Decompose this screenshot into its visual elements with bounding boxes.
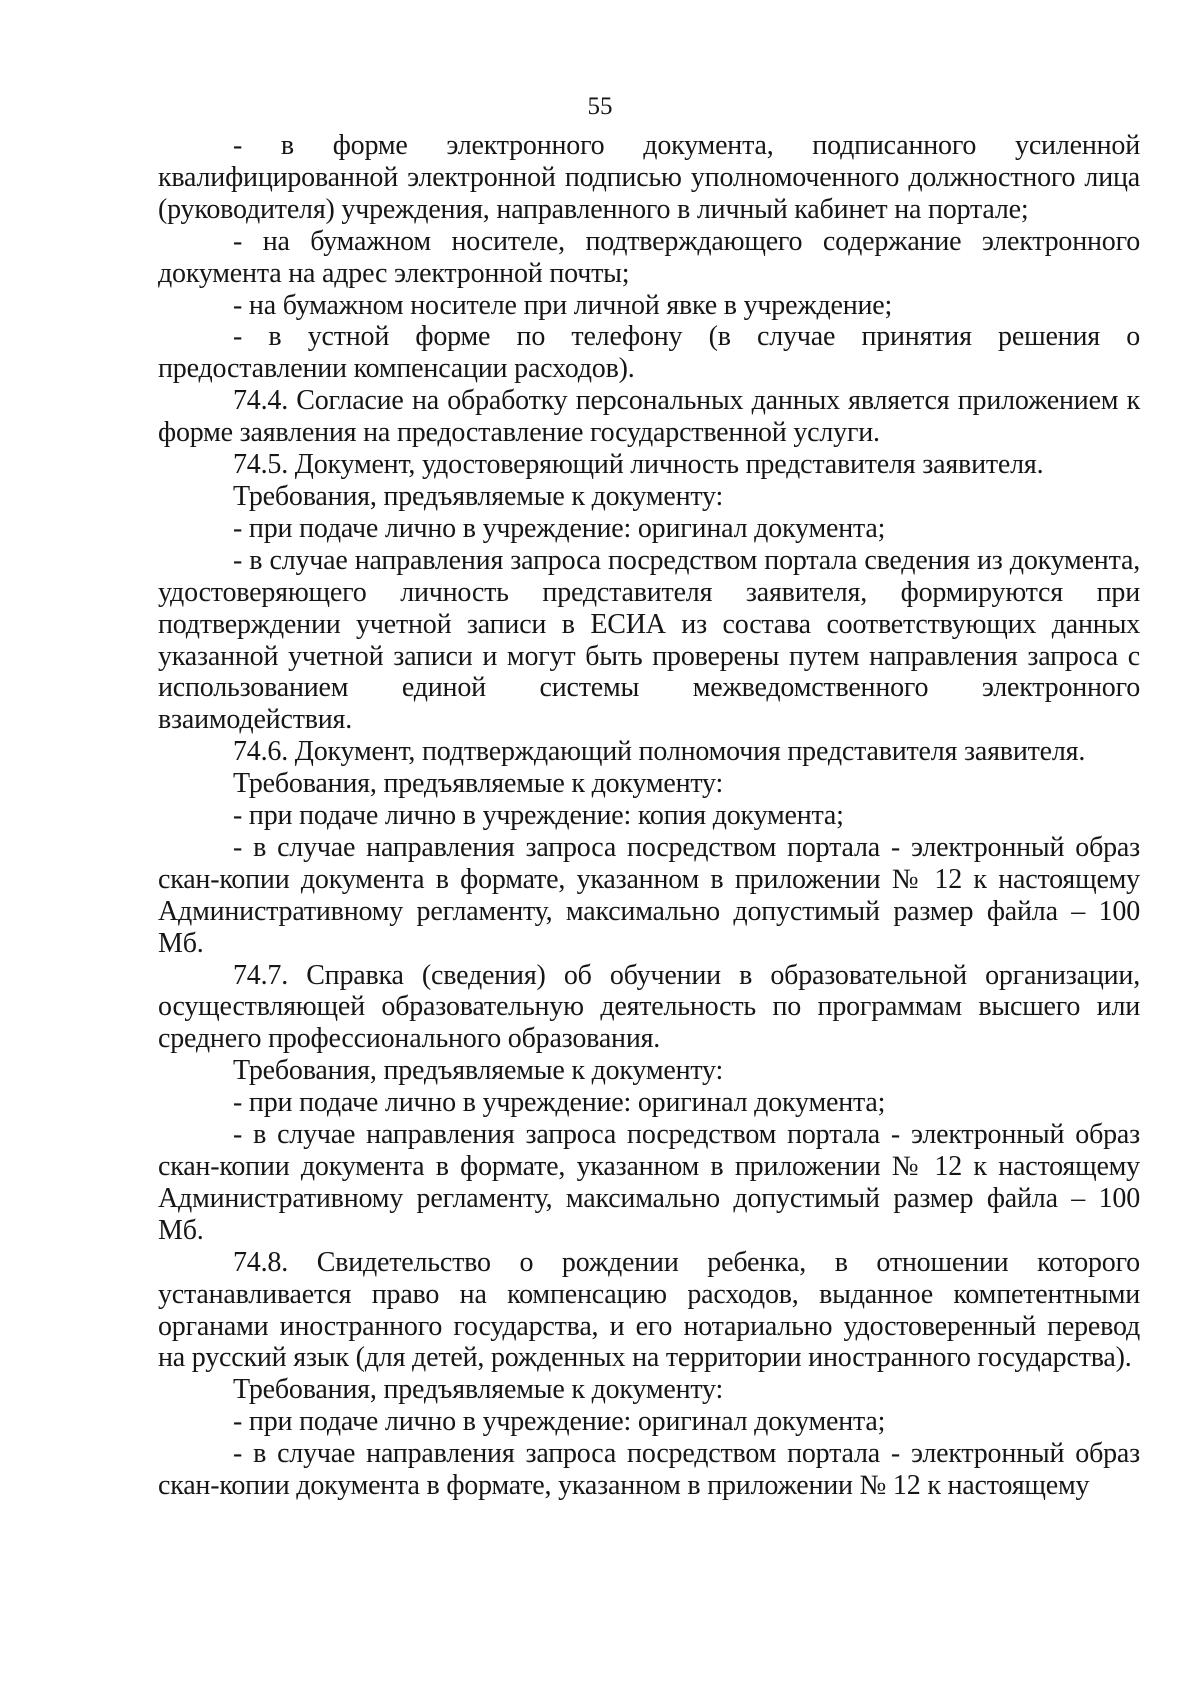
paragraph-13: - в случае направления запроса посредством портала - электронный образ скан-копии документа в формате, указанном в приложении № 12 к настоящему Административному регламенту, максимально допустимый размер файла – 100 Мб. [158, 831, 1140, 959]
paragraph-7: Требования, предъявляемые к документу: [233, 480, 724, 512]
paragraph-14: 74.7. Справка (сведения) об обучении в образовательной организации, осуществляющей образовательную деятельность по программам высшего или среднего профессионального образования. [158, 959, 1140, 1055]
paragraph-1: - в форме электронного документа, подписанного усиленной квалифицированной электронной подписью уполномоченного должностного лица (руководителя) учреждения, направленного в личный кабинет на портале; [158, 130, 1140, 225]
paragraph-18: 74.8. Свидетельство о рождении ребенка, в отношении которого устанавливается право на компенсацию расходов, выданное компетентными органами иностранного государства, и его нотариально удостоверенный перевод на русский язык (для детей, рожденных на территории иностранного государства). [158, 1246, 1140, 1374]
paragraph-2: - на бумажном носителе, подтверждающего содержание электронного документа на адрес электронной почты; [158, 225, 1140, 289]
paragraph-21: - в случае направления запроса посредством портала - электронный образ скан-копии документа в формате, указанном в приложении № 12 к настоящему [158, 1438, 1140, 1502]
paragraph-11: Требования, предъявляемые к документу: [233, 768, 724, 800]
paragraph-15: Требования, предъявляемые к документу: [233, 1055, 724, 1087]
paragraph-4: - в устной форме по телефону (в случае принятия решения о предоставлении компенсации расходов). [158, 321, 1140, 385]
paragraph-17: - в случае направления запроса посредством портала - электронный образ скан-копии документа в формате, указанном в приложении № 12 к настоящему Административному регламенту, максимально допустимый размер файла – 100 Мб. [158, 1119, 1140, 1246]
paragraph-20: - при подаче лично в учреждение: оригинал документа; [233, 1406, 886, 1438]
document-body [158, 130, 1140, 1502]
paragraph-9: - в случае направления запроса посредством портала сведения из документа, удостоверяющего личность представителя заявителя, формируются при подтверждении учетной записи в ЕСИА из состава соответствующих данных указанной учетной записи и могут быть проверены путем направления запроса с использованием единой системы межведомственного электронного взаимодействия. [158, 544, 1140, 736]
paragraph-6: 74.5. Документ, удостоверяющий личность представителя заявителя. [233, 449, 1044, 481]
paragraph-12: - при подаче лично в учреждение: копия документа; [233, 800, 844, 832]
paragraph-3: - на бумажном носителе при личной явке в учреждение; [233, 289, 893, 321]
paragraph-19: Требования, предъявляемые к документу: [233, 1374, 724, 1406]
paragraph-5: 74.4. Согласие на обработку персональных данных является приложением к форме заявления на предоставление государственной услуги. [158, 385, 1140, 449]
paragraph-16: - при подаче лично в учреждение: оригинал документа; [233, 1087, 886, 1119]
paragraph-8: - при подаче лично в учреждение: оригинал документа; [233, 512, 886, 544]
paragraph-10: 74.6. Документ, подтверждающий полномочия представителя заявителя. [233, 736, 1086, 768]
page-number: 55 [587, 93, 613, 120]
